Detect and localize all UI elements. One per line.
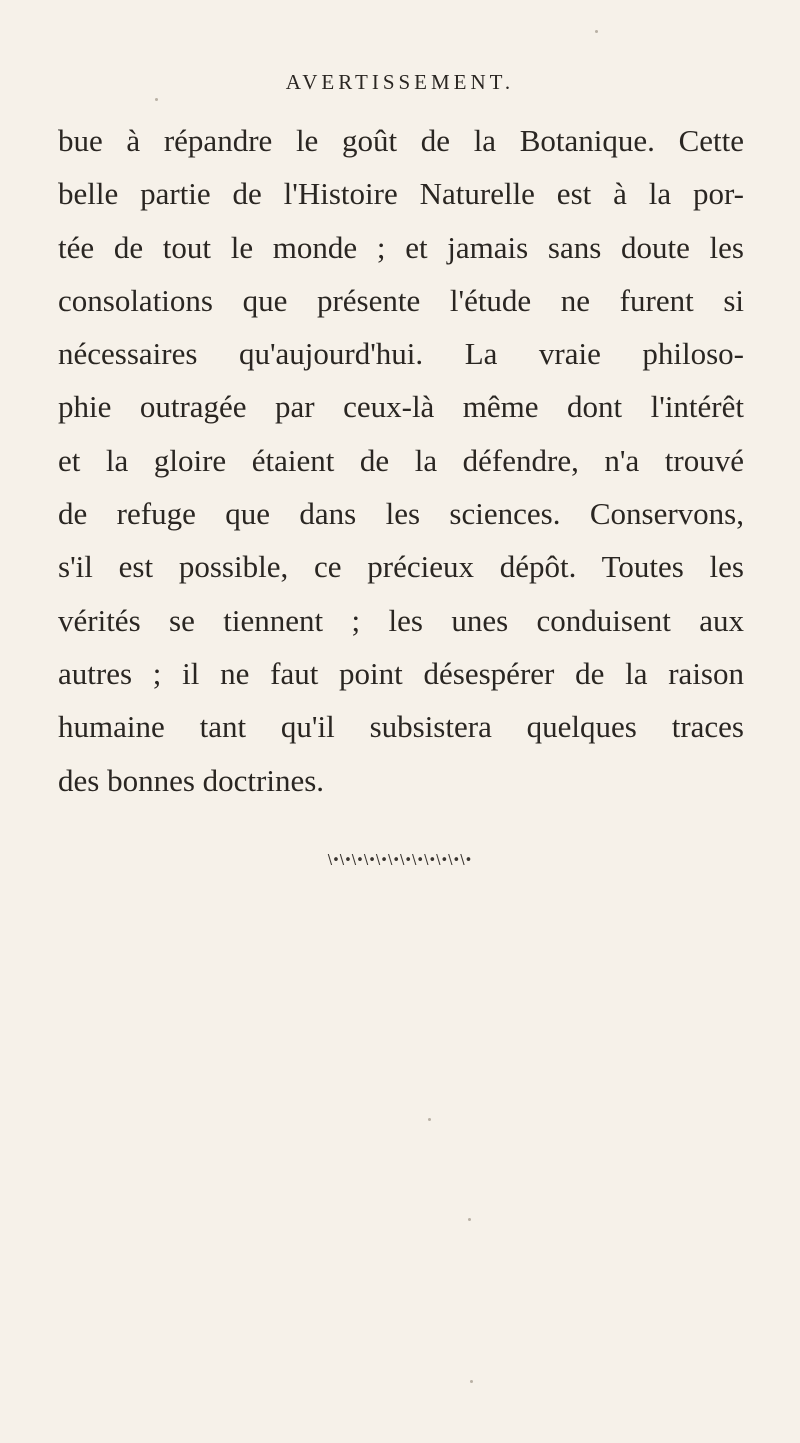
text-line: nécessaires qu'aujourd'hui. La vraie philoso-	[58, 336, 744, 372]
text-line: consolations que présente l'étude ne furent si	[58, 282, 744, 318]
text-line: belle partie de l'Histoire Naturelle est à la por-	[58, 176, 744, 212]
text-line: humaine tant qu'il subsistera quelques traces	[58, 709, 744, 745]
text-line: de refuge que dans les sciences. Conservons,	[58, 496, 744, 532]
text-line: et la gloire étaient de la défendre, n'a trouvé	[58, 442, 744, 478]
text-line: tée de tout le monde ; et jamais sans doute les	[58, 229, 744, 265]
body-paragraph	[58, 114, 744, 807]
paper-speck	[428, 1118, 431, 1121]
running-head: AVERTISSEMENT.	[285, 70, 515, 94]
text-line: bue à répandre le goût de la Botanique. Cette	[58, 123, 744, 158]
text-line: phie outragée par ceux-là même dont l'intérêt	[58, 389, 744, 425]
section-ornament: \•\•\•\•\•\•\•\•\•\•\•\•	[327, 853, 473, 868]
text-line: vérités se tiennent ; les unes conduisent aux	[58, 602, 744, 638]
paper-speck	[595, 30, 598, 33]
paper-speck	[468, 1218, 471, 1221]
text-line: autres ; il ne faut point désespérer de la raison	[58, 655, 744, 691]
text-line-last: des bonnes doctrines.	[58, 762, 325, 798]
paper-speck	[470, 1380, 473, 1383]
paper-speck	[155, 98, 158, 101]
text-line: s'il est possible, ce précieux dépôt. Toutes les	[58, 549, 744, 585]
